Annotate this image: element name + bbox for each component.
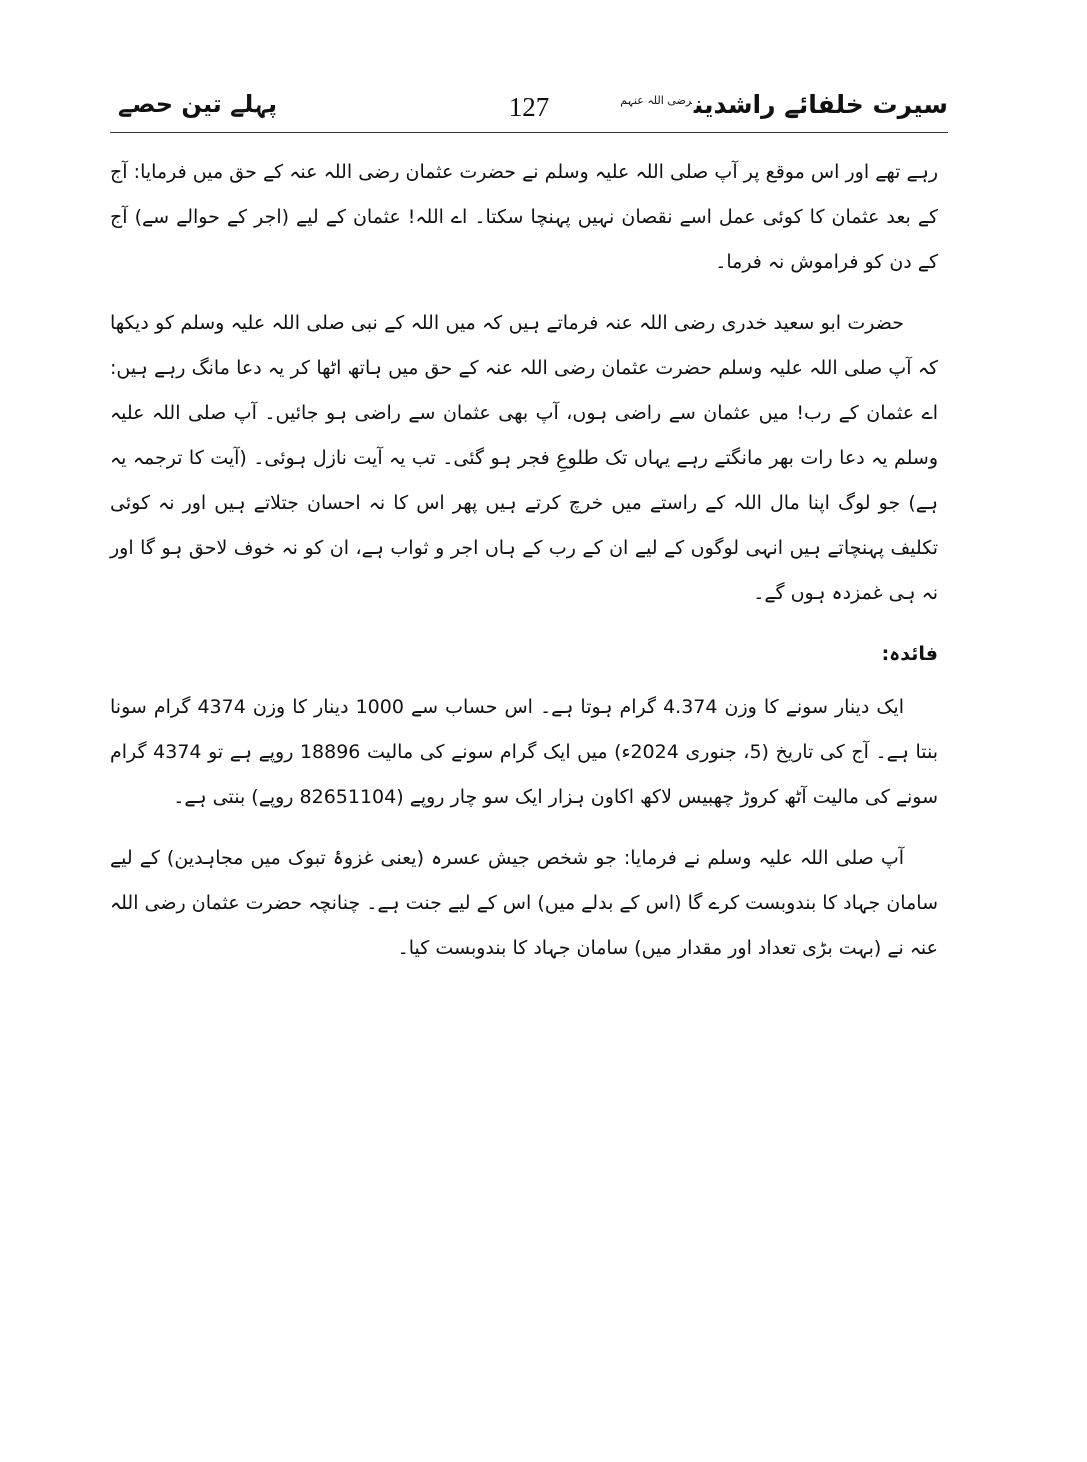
paragraph-continuation: رہے تھے اور اس موقع پر آپ صلی اللہ علیہ وسلم نے حضرت عثمان رضی اللہ عنہ کے حق میں فرمایا: آج کے بعد عثمان کا کوئی عمل اسے نقصان نہیں پہنچا سکتا۔ اے اللہ! عثمان کے لیے (اجر کے حوالے سے) آج کے دن کو فراموش نہ فرما۔ bbox=[110, 161, 938, 273]
page-body bbox=[110, 150, 938, 987]
header-divider bbox=[110, 132, 948, 133]
paragraph-gold-calculation: ایک دینار سونے کا وزن 4.374 گرام ہوتا ہے۔ اس حساب سے 1000 دینار کا وزن 4374 گرام سونا بنتا ہے۔ آج کی تاریخ (5، جنوری 2024ء) میں ایک گرام سونے کی مالیت 18896 روپے ہے تو 4374 گرام سونے کی مالیت آٹھ کروڑ چھبیس لاکھ اکاون ہزار ایک سو چار روپے (82651104 روپے) بنتی ہے۔ bbox=[110, 696, 938, 808]
honorific: رضی اللہ عنہم bbox=[620, 93, 692, 107]
book-title-text: سیرت خلفائے راشدین bbox=[693, 90, 948, 119]
section-title: پہلے تین حصے bbox=[118, 90, 278, 118]
paragraph-hadith: حضرت ابو سعید خدری رضی اللہ عنہ فرماتے ہیں کہ میں اللہ کے نبی صلی اللہ علیہ وسلم کو دیکھا کہ آپ صلی اللہ علیہ وسلم حضرت عثمان رضی اللہ عنہ کے حق میں ہاتھ اٹھا کر یہ دعا مانگ رہے ہیں: اے عثمان کے رب! میں عثمان سے راضی ہوں، آپ بھی عثمان سے راضی ہو جائیں۔ آپ صلی اللہ علیہ وسلم یہ دعا رات بھر مانگتے رہے یہاں تک طلوعِ فجر ہو گئی۔ تب یہ آیت نازل ہوئی۔ (آیت کا ترجمہ یہ ہے) جو لوگ اپنا مال اللہ کے راستے میں خرچ کرتے ہیں پھر اس کا نہ احسان جتلاتے ہیں اور نہ کوئی تکلیف پہنچاتے ہیں انہی لوگوں کے لیے ان کے رب کے ہاں اجر و ثواب ہے، ان کو نہ خوف لاحق ہو گا اور نہ ہی غمزدہ ہوں گے۔ bbox=[110, 312, 938, 604]
running-header bbox=[110, 88, 948, 132]
page-number: 127 bbox=[508, 92, 550, 122]
benefit-heading: فائدہ: bbox=[881, 643, 938, 665]
paragraph-jaish-usra: آپ صلی اللہ علیہ وسلم نے فرمایا: جو شخص جیش عسرہ (یعنی غزوۂ تبوک میں مجاہدین) کے لیے سامان جہاد کا بندوبست کرے گا (اس کے بدلے میں) اس کے لیے جنت ہے۔ چنانچہ حضرت عثمان رضی اللہ عنہ نے (بہت بڑی تعداد اور مقدار میں) سامان جہاد کا بندوبست کیا۔ bbox=[110, 847, 938, 959]
